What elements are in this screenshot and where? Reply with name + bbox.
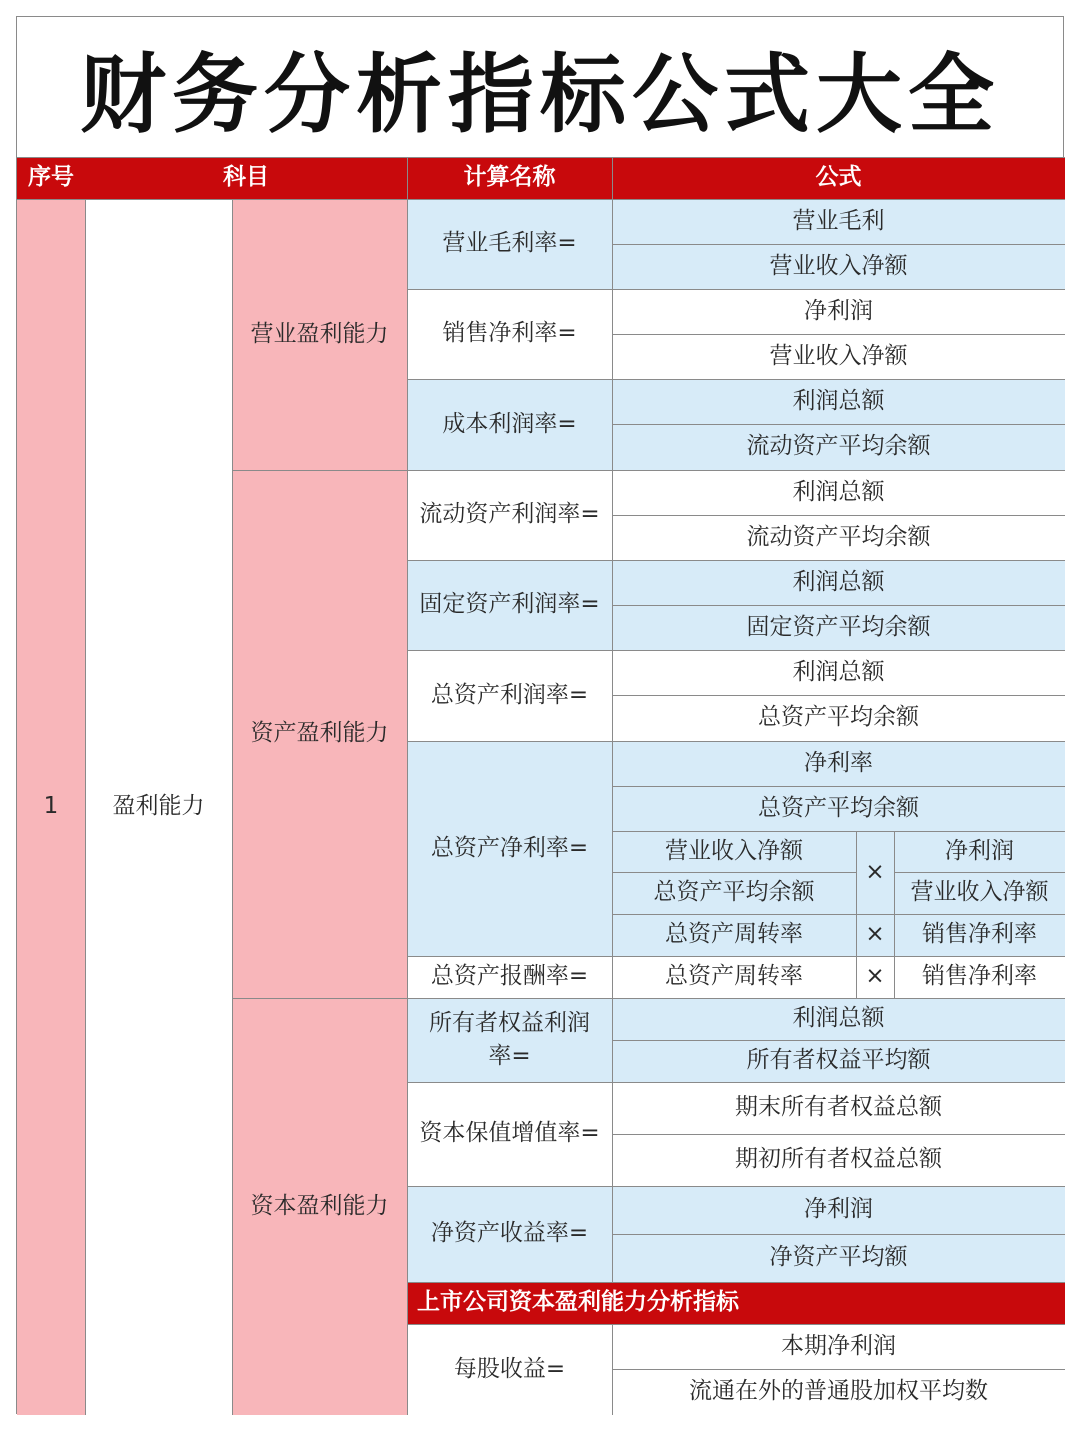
numerator-gross-margin: 营业毛利 [612,199,1065,244]
numerator-net-sales-margin: 净利润 [612,289,1065,334]
denominator-eps: 流通在外的普通股加权平均数 [612,1369,1065,1415]
group-capital: 资本盈利能力 [232,998,407,1415]
denominator-equity-profit: 所有者权益平均额 [612,1040,1065,1082]
calc-name-net-sales-margin: 销售净利率= [407,289,612,379]
formula-sheet [16,16,1064,1414]
numerator-eps: 本期净利润 [612,1324,1065,1369]
calc-name-capital-preservation: 资本保值增值率= [407,1082,612,1186]
calc-name-total-asset-return: 总资产报酬率= [407,956,612,998]
group-operating: 营业盈利能力 [232,199,407,470]
row-number: 1 [17,199,85,1415]
denominator-capital-preservation: 期初所有者权益总额 [612,1134,1065,1186]
numerator-equity-profit: 利润总额 [612,998,1065,1040]
numerator-roe: 净利润 [612,1186,1065,1234]
group-asset: 资产盈利能力 [232,470,407,998]
multiply-sign: × [856,831,894,914]
denominator-current-asset-profit: 流动资产平均余额 [612,515,1065,560]
numerator-current-asset-profit: 利润总额 [612,470,1065,515]
return-right-factor: 销售净利率 [894,956,1065,998]
header-formula: 公式 [612,157,1065,199]
numerator-total-asset-net: 净利率 [612,741,1065,786]
denominator-total-asset-net: 总资产平均余额 [612,786,1065,831]
page-title: 财务分析指标公式大全 [80,45,1000,145]
turnover-factor: 总资产周转率 [612,914,856,956]
factor2-numerator: 净利润 [894,831,1065,872]
denominator-cost-profit: 流动资产平均余额 [612,424,1065,470]
header-calc-name: 计算名称 [407,157,612,199]
calc-name-eps: 每股收益= [407,1324,612,1415]
denominator-roe: 净资产平均额 [612,1234,1065,1282]
numerator-cost-profit: 利润总额 [612,379,1065,424]
calc-name-total-asset-net: 总资产净利率= [407,741,612,956]
denominator-net-sales-margin: 营业收入净额 [612,334,1065,379]
denominator-gross-margin: 营业收入净额 [612,244,1065,289]
numerator-fixed-asset-profit: 利润总额 [612,560,1065,605]
calc-name-roe: 净资产收益率= [407,1186,612,1282]
calc-name-fixed-asset-profit: 固定资产利润率= [407,560,612,650]
calc-name-gross-margin: 营业毛利率= [407,199,612,289]
factor2-denominator: 营业收入净额 [894,872,1065,914]
header-subject: 科目 [85,157,407,199]
calc-name-equity-profit: 所有者权益利润率= [407,998,612,1082]
numerator-total-asset-profit: 利润总额 [612,650,1065,695]
calc-name-cost-profit: 成本利润率= [407,379,612,470]
return-left-factor: 总资产周转率 [612,956,856,998]
calc-name-total-asset-profit: 总资产利润率= [407,650,612,741]
calc-name-current-asset-profit: 流动资产利润率= [407,470,612,560]
factor1-denominator: 总资产平均余额 [612,872,856,914]
numerator-capital-preservation: 期末所有者权益总额 [612,1082,1065,1134]
denominator-total-asset-profit: 总资产平均余额 [612,695,1065,741]
net-margin-factor: 销售净利率 [894,914,1065,956]
denominator-fixed-asset-profit: 固定资产平均余额 [612,605,1065,650]
multiply-sign: × [856,956,894,998]
header-no: 序号 [17,157,85,199]
listed-company-subheader: 上市公司资本盈利能力分析指标 [407,1282,1065,1324]
factor1-numerator: 营业收入净额 [612,831,856,872]
multiply-sign: × [856,914,894,956]
category-label: 盈利能力 [85,199,232,1415]
